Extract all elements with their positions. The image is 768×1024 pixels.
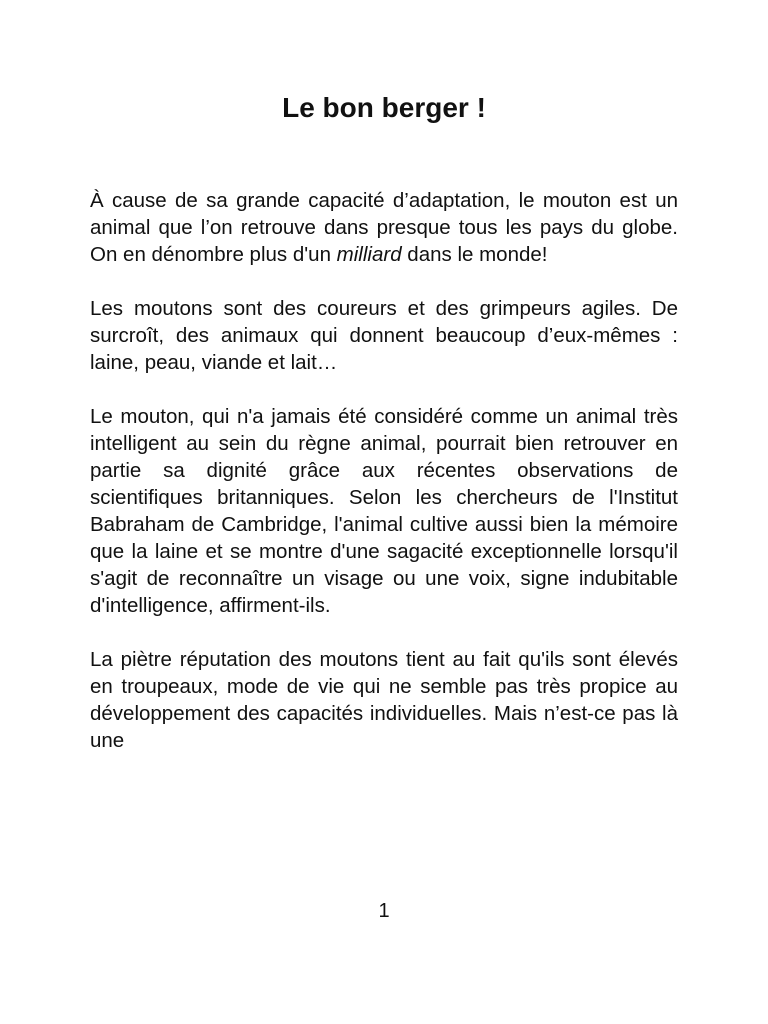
- paragraph-2: Les moutons sont des coureurs et des grimpeurs agiles. De surcroît, des animaux qui donnent beaucoup d’eux-mêmes : laine, peau, viande et lait…: [90, 297, 678, 374]
- paragraph-3: Le mouton, qui n'a jamais été considéré comme un animal très intelligent au sein du règne animal, pourrait bien retrouver en partie sa dignité grâce aux récentes observations de scientifiques britanniques. Selon les chercheurs de l'Institut Babraham de Cambridge, l'animal cultive aussi bien la mémoire que la laine et se montre d'une sagacité exceptionnelle lorsqu'il s'agit de reconnaître un visage ou une voix, signe indubitable d'intelligence, affirment-ils.: [90, 405, 678, 617]
- paragraph-1-emphasis: milliard: [336, 243, 402, 266]
- page-number: 1: [378, 900, 390, 922]
- paragraph-1-text-start: À cause de sa grande capacité d’adaptation, le mouton est un animal que l’on retrouve dans presque tous les pays du globe. On en dénombre plus d'un: [90, 189, 678, 266]
- paragraph-1-text-end: dans le monde!: [401, 243, 548, 266]
- paragraph-4: La piètre réputation des moutons tient au fait qu'ils sont élevés en troupeaux, mode de vie qui ne semble pas très propice au développement des capacités individuelles. Mais n’est-ce pas là une: [90, 648, 678, 752]
- document-body: [90, 187, 678, 754]
- document-title: Le bon berger !: [282, 92, 486, 123]
- paragraph-1: [90, 187, 678, 268]
